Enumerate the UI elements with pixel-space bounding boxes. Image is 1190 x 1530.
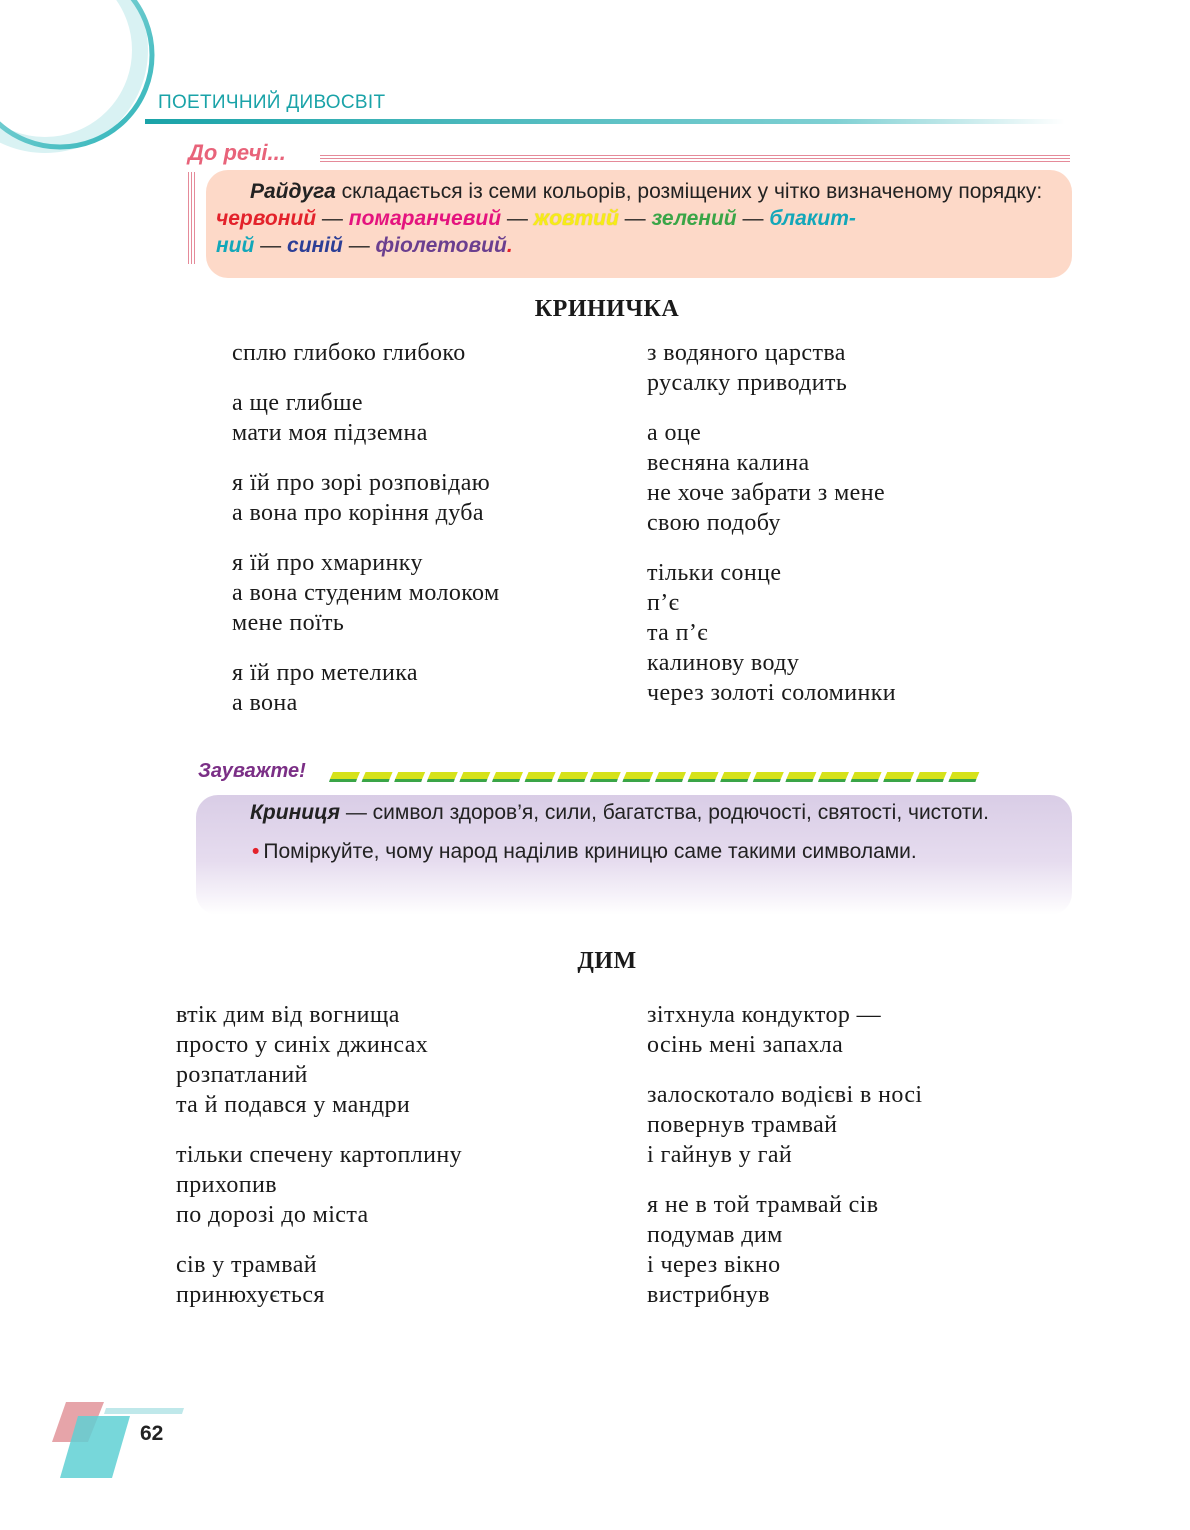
stanza bbox=[647, 1000, 922, 1060]
poem-line: а оце bbox=[647, 420, 702, 446]
poem-line: з водяного царства bbox=[647, 340, 846, 366]
note-label: Зауважте! bbox=[198, 760, 306, 782]
poem-line: повернув трамвай bbox=[647, 1112, 838, 1138]
rainbow-fact-box: Райдуга складається із семи кольорів, розміщених у чітко визначеному порядку: червоний — помаранчевий — жовтий — зелений — блакит- ний — синій — фіолетовий. bbox=[206, 170, 1072, 278]
poem-line: не хоче забрати з мене bbox=[647, 480, 886, 506]
color-red: червоний bbox=[216, 207, 317, 230]
divider-dash-shadow bbox=[753, 779, 781, 782]
poem-line: я не в той трамвай сів bbox=[647, 1192, 879, 1218]
poem-line: через золоті соломинки bbox=[647, 680, 897, 706]
poem1-left-column bbox=[232, 338, 500, 738]
poem-line: а ще глибше bbox=[232, 390, 363, 416]
note-text: — символ здоров’я, сили, багатства, родючості, святості, чистоти. bbox=[340, 801, 989, 824]
poem-line: сів у трамвай bbox=[176, 1252, 317, 1278]
divider-dash-shadow bbox=[525, 779, 553, 782]
note-box bbox=[196, 795, 1072, 915]
note-dashed-divider bbox=[328, 770, 988, 784]
stanza bbox=[232, 468, 500, 528]
divider-dash-shadow bbox=[851, 779, 879, 782]
poem-line: принюхується bbox=[176, 1282, 325, 1308]
divider-dash bbox=[428, 772, 458, 779]
divider-dash bbox=[917, 772, 947, 779]
poem-line: і через вікно bbox=[647, 1252, 781, 1278]
bullet-icon: • bbox=[252, 840, 260, 863]
divider-dash bbox=[591, 772, 621, 779]
divider-dash bbox=[819, 772, 849, 779]
divider-dash-shadow bbox=[688, 779, 716, 782]
divider-dash-shadow bbox=[622, 779, 650, 782]
poem-line: а вона про коріння дуба bbox=[232, 500, 484, 526]
divider-dash bbox=[721, 772, 751, 779]
poem-title-dym: ДИМ bbox=[577, 948, 637, 974]
divider-dash-shadow bbox=[329, 779, 357, 782]
divider-dash-shadow bbox=[557, 779, 585, 782]
stanza bbox=[232, 548, 500, 638]
color-blue: синій bbox=[287, 234, 343, 257]
dorechi-label: До речі... bbox=[188, 140, 286, 165]
poem-line: подумав дим bbox=[647, 1222, 783, 1248]
poem-line: тільки сонце bbox=[647, 560, 782, 586]
divider-dash bbox=[786, 772, 816, 779]
poem2-right-column bbox=[647, 1000, 922, 1330]
stanza bbox=[647, 1080, 922, 1170]
divider-dash bbox=[558, 772, 588, 779]
divider-dash-shadow bbox=[394, 779, 422, 782]
poem-line: зітхнула кондуктор — bbox=[647, 1002, 882, 1028]
divider-dash bbox=[689, 772, 719, 779]
poem-line: просто у синіх джинсах bbox=[176, 1032, 429, 1058]
poem-line: я їй про зорі розповідаю bbox=[232, 470, 491, 496]
poem-line: осінь мені запахла bbox=[647, 1032, 844, 1058]
section-title: ПОЕТИЧНИЙ ДИВОСВІТ bbox=[158, 92, 386, 113]
divider-dash bbox=[363, 772, 393, 779]
color-cyan-cont: ний bbox=[216, 234, 255, 257]
divider-dash-shadow bbox=[362, 779, 390, 782]
stanza bbox=[232, 388, 500, 448]
poem-line: втік дим від вогнища bbox=[176, 1002, 400, 1028]
stanza bbox=[176, 1140, 462, 1230]
poem-line: і гайнув у гай bbox=[647, 1142, 793, 1168]
header-decoration bbox=[0, 0, 1190, 170]
poem-line: а вона студеним молоком bbox=[232, 580, 500, 606]
note-term: Криниця bbox=[250, 801, 341, 824]
divider-dash-shadow bbox=[818, 779, 846, 782]
divider-dash bbox=[884, 772, 914, 779]
page-number: 62 bbox=[140, 1422, 164, 1445]
poem-line: а вона bbox=[232, 690, 298, 716]
divider-dash-shadow bbox=[427, 779, 455, 782]
note-question: Поміркуйте, чому народ наділив криницю саме такими символами. bbox=[263, 840, 917, 863]
poem-line: тільки спечену картоплину bbox=[176, 1142, 463, 1168]
rainbow-term: Райдуга bbox=[250, 180, 336, 203]
color-violet: фіолетовий bbox=[375, 234, 507, 257]
poem-line: весняна калина bbox=[647, 450, 810, 476]
divider-dash-shadow bbox=[720, 779, 748, 782]
stanza bbox=[176, 1250, 462, 1310]
divider-dash-shadow bbox=[655, 779, 683, 782]
divider-dash bbox=[460, 772, 490, 779]
poem-line: мене поїть bbox=[232, 610, 345, 636]
poem-line: калинову воду bbox=[647, 650, 800, 676]
stanza bbox=[647, 338, 896, 398]
stanza bbox=[232, 338, 500, 368]
divider-dash-shadow bbox=[459, 779, 487, 782]
divider-dash bbox=[623, 772, 653, 779]
poem-line: та й подався у мандри bbox=[176, 1092, 411, 1118]
stanza bbox=[647, 1190, 922, 1310]
color-green: зелений bbox=[651, 207, 737, 230]
color-yellow: жовтий bbox=[533, 207, 619, 230]
poem-title-krynychka: КРИНИЧКА bbox=[534, 296, 680, 322]
divider-dash bbox=[949, 772, 979, 779]
divider-dash bbox=[852, 772, 882, 779]
stanza bbox=[176, 1000, 462, 1120]
divider-dash-shadow bbox=[492, 779, 520, 782]
poem-line: та п’є bbox=[647, 620, 708, 646]
poem-line: я їй про хмаринку bbox=[232, 550, 423, 576]
poem-line: сплю глибоко глибоко bbox=[232, 340, 466, 366]
poem-line: мати моя підземна bbox=[232, 420, 428, 446]
divider-dash-shadow bbox=[948, 779, 976, 782]
stanza bbox=[647, 418, 896, 538]
divider-dash-shadow bbox=[883, 779, 911, 782]
color-orange: помаранчевий bbox=[348, 207, 502, 230]
divider-dash bbox=[395, 772, 425, 779]
poem-line: п’є bbox=[647, 590, 680, 616]
poem2-left-column bbox=[176, 1000, 462, 1330]
poem-line: русалку приводить bbox=[647, 370, 848, 396]
divider-dash bbox=[493, 772, 523, 779]
poem-line: прихопив bbox=[176, 1172, 277, 1198]
poem1-right-column bbox=[647, 338, 896, 728]
poem-line: свою подобу bbox=[647, 510, 781, 536]
divider-dash-shadow bbox=[590, 779, 618, 782]
poem-line: залоскотало водієві в носі bbox=[647, 1082, 923, 1108]
color-cyan: блакит- bbox=[769, 207, 856, 230]
rainbow-text: складається із семи кольорів, розміщених у чітко визначеному порядку: bbox=[335, 180, 1043, 203]
divider-dash bbox=[330, 772, 360, 779]
poem-line: я їй про метелика bbox=[232, 660, 418, 686]
poem-line: розпатланий bbox=[176, 1062, 308, 1088]
stanza bbox=[647, 558, 896, 708]
divider-dash bbox=[656, 772, 686, 779]
divider-dash-shadow bbox=[785, 779, 813, 782]
dorechi-divider bbox=[320, 155, 1070, 163]
poem-line: вистрибнув bbox=[647, 1282, 770, 1308]
dorechi-side-lines bbox=[188, 172, 198, 264]
poem-line: по дорозі до міста bbox=[176, 1202, 369, 1228]
divider-dash bbox=[526, 772, 556, 779]
divider-dash bbox=[754, 772, 784, 779]
divider-dash-shadow bbox=[916, 779, 944, 782]
stanza bbox=[232, 658, 500, 718]
